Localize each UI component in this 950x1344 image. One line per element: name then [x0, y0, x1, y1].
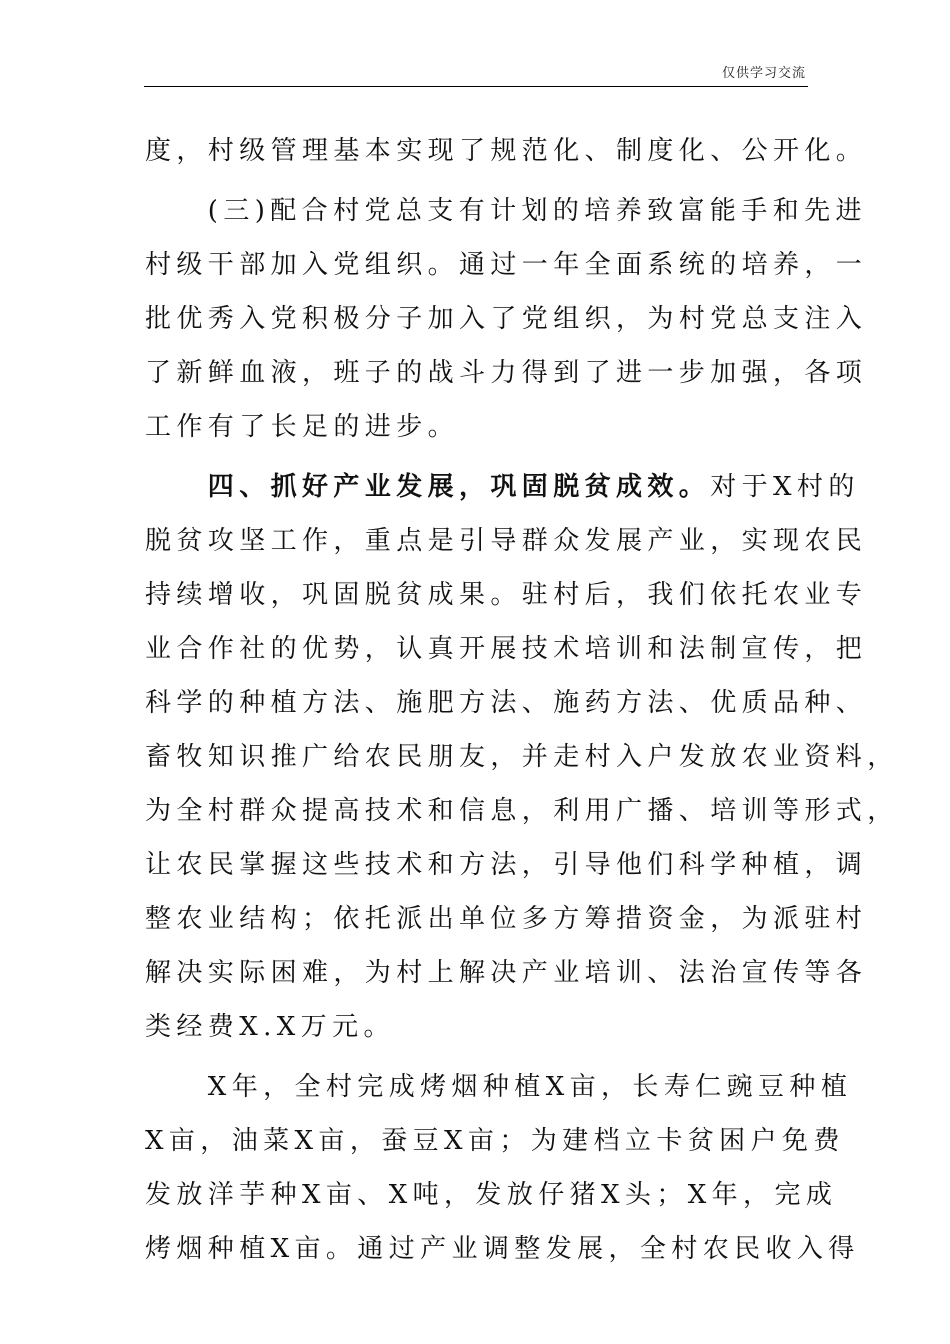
text-line: 村级干部加入党组织。通过一年全面系统的培养，一: [145, 250, 868, 280]
text-line: 度，村级管理基本实现了规范化、制度化、公开化。: [145, 136, 868, 166]
paragraph-2: [145, 184, 868, 454]
paragraph-3: [145, 460, 899, 1054]
text-line: 脱贫攻坚工作，重点是引导群众发展产业，实现农民: [145, 526, 868, 556]
text-line: 解决实际困难，为村上解决产业培训、法治宣传等各: [145, 958, 868, 988]
text-line: 业合作社的优势，认真开展技术培训和法制宣传，把: [145, 634, 868, 664]
header-rule: [144, 86, 808, 87]
text-line: 为全村群众提高技术和信息，利用广播、培训等形式，: [145, 796, 899, 826]
text-line: X亩，油菜X亩，蚕豆X亩；为建档立卡贫困户免费: [145, 1126, 845, 1156]
text-line: (三)配合村党总支有计划的培养致富能手和先进: [145, 196, 867, 226]
paragraph-1: [145, 124, 868, 178]
text-line: X年，全村完成烤烟种植X亩，长寿仁豌豆种植: [145, 1072, 853, 1102]
text-line: 工作有了长足的进步。: [145, 412, 460, 442]
text-line: [145, 460, 860, 514]
page-header: [144, 64, 806, 86]
text-line: 整农业结构；依托派出单位多方筹措资金，为派驻村: [145, 904, 868, 934]
text-run: 对于X村的: [710, 472, 860, 502]
paragraph-4: [145, 1060, 860, 1276]
text-line: 批优秀入党积极分子加入了党组织，为村党总支注入: [145, 304, 868, 334]
text-line: 类经费X.X万元。: [145, 1012, 395, 1042]
section-heading: 四、抓好产业发展，巩固脱贫成效。: [145, 472, 711, 502]
document-body: [145, 124, 899, 1276]
text-line: 让农民掌握这些技术和方法，引导他们科学种植，调: [145, 850, 868, 880]
header-text: 仅供学习交流: [721, 66, 806, 81]
text-line: 持续增收，巩固脱贫成果。驻村后，我们依托农业专: [145, 580, 868, 610]
text-line: 烤烟种植X亩。通过产业调整发展，全村农民收入得: [145, 1234, 860, 1264]
text-line: 了新鲜血液，班子的战斗力得到了进一步加强，各项: [145, 358, 868, 388]
text-line: 发放洋芋种X亩、X吨，发放仔猪X头；X年，完成: [145, 1180, 838, 1210]
text-line: 畜牧知识推广给农民朋友，并走村入户发放农业资料，: [145, 742, 899, 772]
text-line: 科学的种植方法、施肥方法、施药方法、优质品种、: [145, 688, 868, 718]
